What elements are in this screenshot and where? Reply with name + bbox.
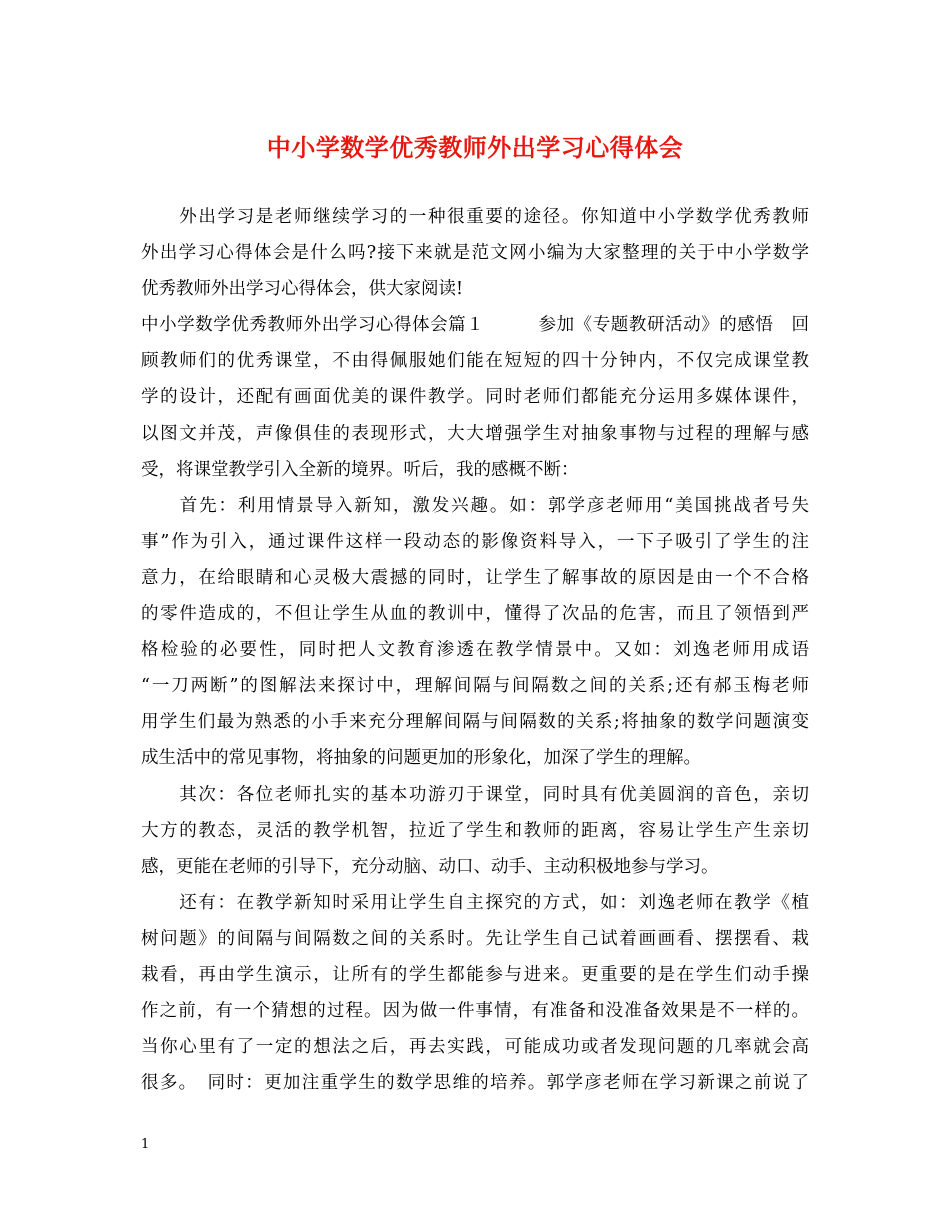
text-line: 外出学习是老师继续学习的一种很重要的途径。你知道中小学数学优秀教师	[141, 207, 809, 227]
text-line: 还有：在教学新知时采用让学生自主探究的方式，如：刘逸老师在教学《植	[141, 892, 809, 913]
text-line: 很多。 同时：更加注重学生的数学思维的培养。郭学彦老师在学习新课之前说了	[141, 1073, 809, 1094]
text-line: 受，将课堂教学引入全新的境界。听后，我的感概不断：	[141, 459, 579, 480]
text-line: 外出学习心得体会是什么吗?接下来就是范文网小编为大家整理的关于中小学数学	[141, 243, 809, 264]
text-line: 学的设计，还配有画面优美的课件教学。同时老师们都能充分运用多媒体课件，	[141, 387, 809, 408]
text-line: 用学生们最为熟悉的小手来充分理解间隔与间隔数的关系;将抽象的数学问题演变	[141, 712, 809, 733]
text-line: 栽看，再由学生演示，让所有的学生都能参与进来。更重要的是在学生们动手操	[141, 964, 809, 985]
text-line: 作之前，有一个猜想的过程。因为做一件事情，有准备和没准备效果是不一样的。	[141, 1001, 809, 1022]
text-line: 的零件造成的，不但让学生从血的教训中，懂得了次品的危害，而且了领悟到严	[141, 604, 809, 625]
text-line: 树问题》的间隔与间隔数之间的关系时。先让学生自己试着画画看、摆摆看、栽	[141, 928, 809, 949]
page-number: 1	[141, 1137, 150, 1152]
text-line: 首先：利用情景导入新知，激发兴趣。如：郭学彦老师用“美国挑战者号失	[141, 495, 809, 516]
text-line: 大方的教态，灵活的教学机智，拉近了学生和教师的距离，容易让学生产生亲切	[141, 820, 809, 841]
text-line: 优秀教师外出学习心得体会，供大家阅读!	[141, 279, 464, 300]
text-line: 以图文并茂，声像俱佳的表现形式，大大增强学生对抽象事物与过程的理解与感	[141, 423, 809, 444]
text-line: 中小学数学优秀教师外出学习心得体会篇１ 参加《专题教研活动》的感悟 回	[141, 315, 809, 336]
text-line: 当你心里有了一定的想法之后，再去实践，可能成功或者发现问题的几率就会高	[141, 1037, 809, 1058]
text-line: 其次：各位老师扎实的基本功游刃于课堂，同时具有优美圆润的音色，亲切	[141, 784, 809, 805]
text-line: “一刀两断”的图解法来探讨中，理解间隔与间隔数之间的关系;还有郝玉梅老师	[141, 676, 809, 697]
document-title: 中小学数学优秀教师外出学习心得体会	[266, 133, 684, 162]
text-line: 感，更能在老师的引导下，充分动脑、动口、动手、主动积极地参与学习。	[141, 856, 719, 877]
text-line: 格检验的必要性，同时把人文教育渗透在教学情景中。又如：刘逸老师用成语	[141, 640, 809, 661]
text-line: 意力，在给眼睛和心灵极大震撼的同时，让学生了解事故的原因是由一个不合格	[141, 567, 809, 588]
document-body	[141, 199, 809, 1101]
text-line: 顾教师们的优秀课堂，不由得佩服她们能在短短的四十分钟内，不仅完成课堂教	[141, 351, 809, 372]
text-line: 成生活中的常见事物，将抽象的问题更加的形象化，加深了学生的理解。	[141, 748, 701, 769]
text-line: 事”作为引入，通过课件这样一段动态的影像资料导入，一下子吸引了学生的注	[141, 531, 809, 552]
